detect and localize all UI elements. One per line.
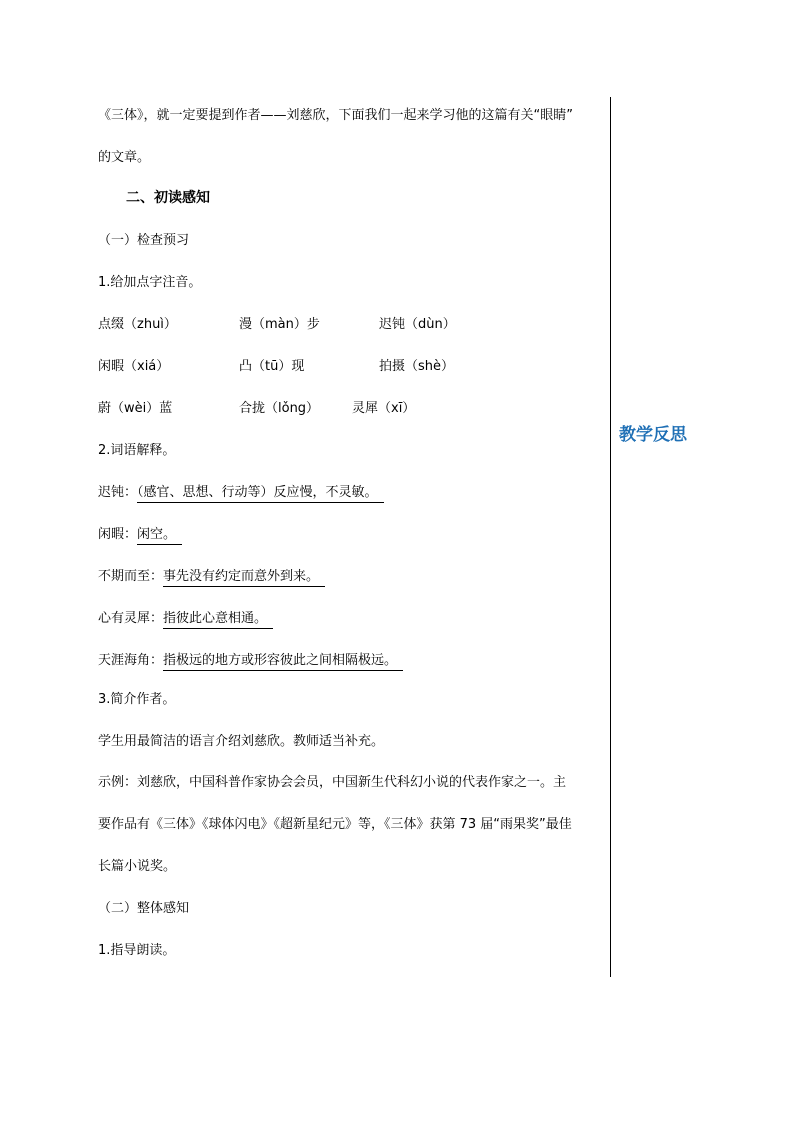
subsection-title: （二）整体感知 (98, 901, 190, 916)
example-line-3: 长篇小说奖。 (98, 859, 177, 874)
vocab-definition: 指彼此心意相通。 (163, 611, 273, 629)
intro-line-2: 的文章。 (98, 150, 151, 165)
vocab-term: 不期而至： (98, 569, 164, 584)
vocab-definition: 指极远的地方或形容彼此之间相隔极远。 (163, 653, 403, 671)
vocab-term: 天涯海角： (98, 653, 164, 668)
example-line-2: 要作品有《三体》《球体闪电》《超新星纪元》等，《三体》获第 73 届“雨果奖”最佳 (98, 817, 572, 832)
intro-line-1: 《三体》，就一定要提到作者——刘慈欣，下面我们一起来学习他的这篇有关“眼睛” (98, 108, 573, 123)
subsection-title: （一）检查预习 (98, 233, 190, 248)
paragraph: 学生用最简洁的语言介绍刘慈欣。教师适当补充。 (98, 734, 385, 749)
vocab-row (98, 609, 273, 629)
column-divider (610, 97, 611, 977)
pinyin-cell: 凸（tū）现 (239, 359, 305, 374)
pinyin-cell: 闲暇（xiá） (98, 359, 170, 374)
example-line-1: 示例：刘慈欣，中国科普作家协会会员，中国新生代科幻小说的代表作家之一。主 (98, 775, 567, 790)
item-title: 3.简介作者。 (98, 692, 176, 707)
pinyin-cell: 拍摄（shè） (379, 359, 455, 374)
item-title: 2.词语解释。 (98, 443, 176, 458)
vocab-definition: （感官、思想、行动等）反应慢，不灵敏。 (137, 485, 384, 503)
section-heading: 二、初读感知 (126, 190, 210, 206)
vocab-definition: 事先没有约定而意外到来。 (163, 569, 325, 587)
pinyin-cell: 点缀（zhuì） (98, 317, 177, 332)
vocab-term: 心有灵犀： (98, 611, 164, 626)
vocab-row (98, 483, 384, 503)
vocab-term: 迟钝： (98, 485, 138, 500)
pinyin-cell: 迟钝（dùn） (379, 317, 456, 332)
pinyin-cell: 灵犀（xī） (352, 401, 416, 416)
vocab-definition: 闲空。 (137, 527, 182, 545)
pinyin-cell: 蔚（wèi）蓝 (98, 401, 173, 416)
teaching-reflection-title: 教学反思 (619, 425, 687, 445)
vocab-row (98, 651, 403, 671)
pinyin-cell: 合拢（lǒng） (239, 401, 320, 416)
vocab-row (98, 567, 325, 587)
vocab-term: 闲暇： (98, 527, 138, 542)
pinyin-cell: 漫（màn）步 (239, 317, 320, 332)
vocab-row (98, 525, 182, 545)
item-title: 1.给加点字注音。 (98, 275, 202, 290)
item-title: 1.指导朗读。 (98, 943, 176, 958)
